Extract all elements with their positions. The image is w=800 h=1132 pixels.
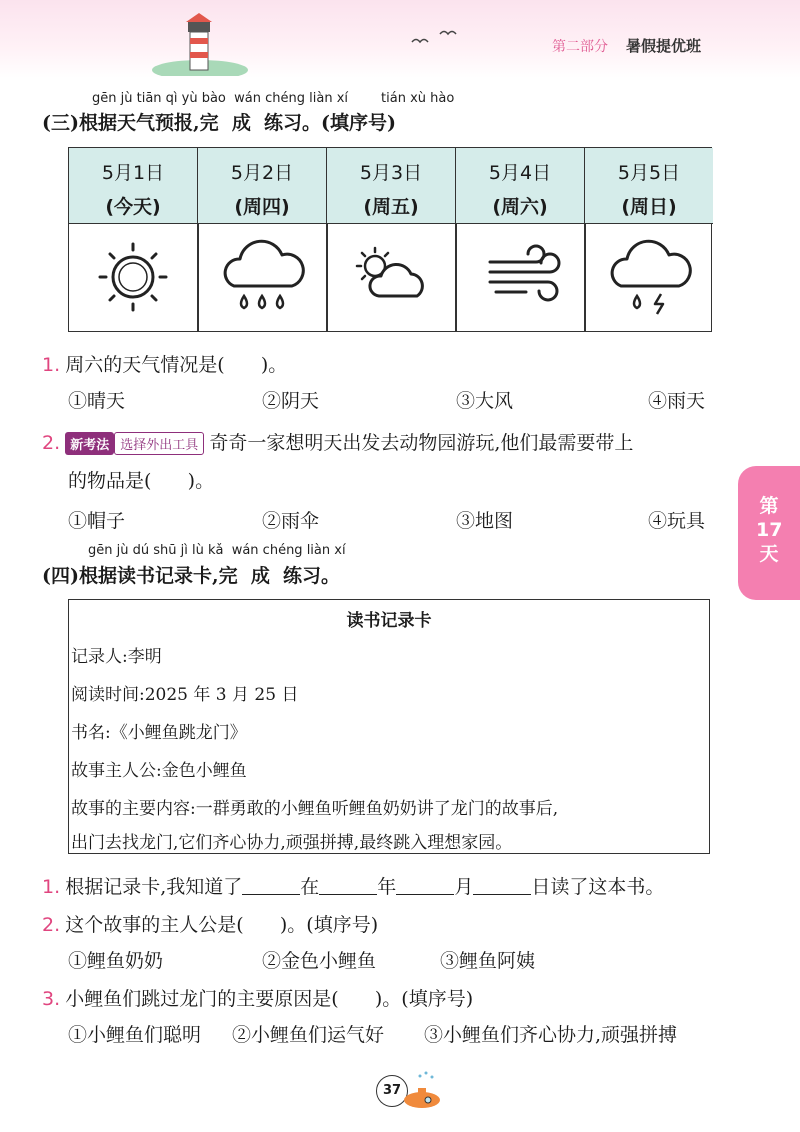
question-number: 1. — [42, 354, 61, 376]
answer-blank[interactable] — [473, 876, 531, 895]
card-book-name: 书名:《小鲤鱼跳龙门》 — [71, 723, 247, 743]
option[interactable]: ②阴天 — [262, 390, 320, 412]
weather-date: 5月3日 — [359, 162, 423, 184]
topic-badge: 选择外出工具 — [114, 432, 204, 455]
option[interactable]: ②金色小鲤鱼 — [262, 950, 377, 972]
option[interactable]: ④玩具 — [648, 510, 706, 532]
question-number: 2. — [42, 432, 61, 454]
question-3-1 — [42, 350, 287, 377]
option[interactable]: ①帽子 — [68, 510, 126, 532]
option[interactable]: ②雨伞 — [262, 510, 320, 532]
section4-pinyin: gēn jù dú shū jì lù kǎ wán chéng liàn xí — [88, 543, 346, 558]
question-text: 奇奇一家想明天出发去动物园游玩,他们最需要带上 — [209, 432, 634, 454]
weather-day-header — [456, 148, 584, 224]
option[interactable]: ①鲤鱼奶奶 — [68, 950, 164, 972]
header-part-label: 第二部分 — [552, 39, 608, 55]
section3-pinyin: gēn jù tiān qì yù bào wán chéng liàn xí tián xù hào — [92, 91, 455, 106]
question-3-2 — [42, 428, 633, 455]
option[interactable]: ③鲤鱼阿姨 — [440, 950, 536, 972]
weather-day-3 — [327, 148, 455, 331]
question-number: 2. — [42, 914, 61, 936]
question-number: 1. — [42, 876, 61, 898]
reading-record-card — [68, 599, 710, 854]
answer-blank[interactable] — [242, 876, 300, 895]
weather-day-header — [327, 148, 455, 224]
question-text-continued: 的物品是( )。 — [68, 470, 215, 492]
option[interactable]: ③地图 — [456, 510, 514, 532]
weather-weekday: (周五) — [363, 196, 419, 218]
birds-icon — [410, 28, 460, 48]
weather-date: 5月4日 — [488, 162, 552, 184]
card-protagonist: 故事主人公:金色小鲤鱼 — [71, 761, 247, 781]
option[interactable]: ①小鲤鱼们聪明 — [68, 1024, 202, 1046]
question-text: 这个故事的主人公是( )。(填序号) — [65, 914, 379, 936]
weather-day-header — [198, 148, 326, 224]
partly-cloudy-icon — [327, 224, 455, 331]
card-title: 读书记录卡 — [346, 611, 432, 631]
weather-weekday: (今天) — [105, 196, 161, 218]
question-4-2 — [42, 910, 378, 937]
thunder-rain-icon — [585, 224, 713, 331]
question-text: 小鲤鱼们跳过龙门的主要原因是( )。(填序号) — [65, 988, 474, 1010]
option[interactable]: ③小鲤鱼们齐心协力,顽强拼搏 — [424, 1024, 678, 1046]
rain-cloud-icon — [198, 224, 326, 331]
weather-day-1 — [69, 148, 197, 331]
option[interactable]: ①晴天 — [68, 390, 126, 412]
question-4-3 — [42, 984, 473, 1011]
question-text: 月 — [454, 876, 474, 898]
option[interactable]: ②小鲤鱼们运气好 — [232, 1024, 385, 1046]
question-text: 根据记录卡,我知道了 — [65, 876, 243, 898]
day-label: 第17天 — [756, 495, 783, 565]
question-text: 在 — [300, 876, 320, 898]
option[interactable]: ④雨天 — [648, 390, 706, 412]
weather-weekday: (周四) — [234, 196, 290, 218]
new-method-badge: 新考法 — [65, 432, 114, 455]
submarine-icon — [398, 1070, 444, 1110]
weather-date: 5月1日 — [101, 162, 165, 184]
day-side-tab — [738, 466, 800, 600]
weather-weekday: (周日) — [621, 196, 677, 218]
page-number: 37 — [376, 1075, 408, 1107]
weather-day-2 — [198, 148, 326, 331]
option[interactable]: ③大风 — [456, 390, 514, 412]
question-4-1 — [42, 872, 664, 899]
wind-icon — [456, 224, 584, 331]
card-content-line-2: 出门去找龙门,它们齐心协力,顽强拼搏,最终跳入理想家园。 — [71, 833, 513, 853]
weather-date: 5月2日 — [230, 162, 294, 184]
answer-blank[interactable] — [319, 876, 377, 895]
weather-day-header — [585, 148, 713, 224]
header-class-label: 暑假提优班 — [626, 37, 702, 55]
weather-day-header — [69, 148, 197, 224]
weather-weekday: (周六) — [492, 196, 548, 218]
weather-day-5 — [585, 148, 713, 331]
question-number: 3. — [42, 988, 61, 1010]
card-content-line-1: 故事的主要内容:一群勇敢的小鲤鱼听鲤鱼奶奶讲了龙门的故事后, — [71, 799, 559, 819]
section3-title: (三)根据天气预报,完 成 练习。(填序号) — [42, 112, 397, 134]
answer-blank[interactable] — [396, 876, 454, 895]
sun-icon — [69, 224, 197, 331]
weather-day-4 — [456, 148, 584, 331]
lighthouse-icon — [150, 10, 250, 76]
weather-table — [68, 147, 712, 332]
card-read-time: 阅读时间:2025 年 3 月 25 日 — [71, 685, 299, 705]
card-recorder: 记录人:李明 — [71, 647, 162, 667]
question-text: 年 — [377, 876, 397, 898]
question-text: 周六的天气情况是( )。 — [65, 354, 288, 376]
section4-title: (四)根据读书记录卡,完 成 练习。 — [42, 565, 341, 587]
weather-date: 5月5日 — [617, 162, 681, 184]
question-text: 日读了这本书。 — [531, 876, 665, 898]
